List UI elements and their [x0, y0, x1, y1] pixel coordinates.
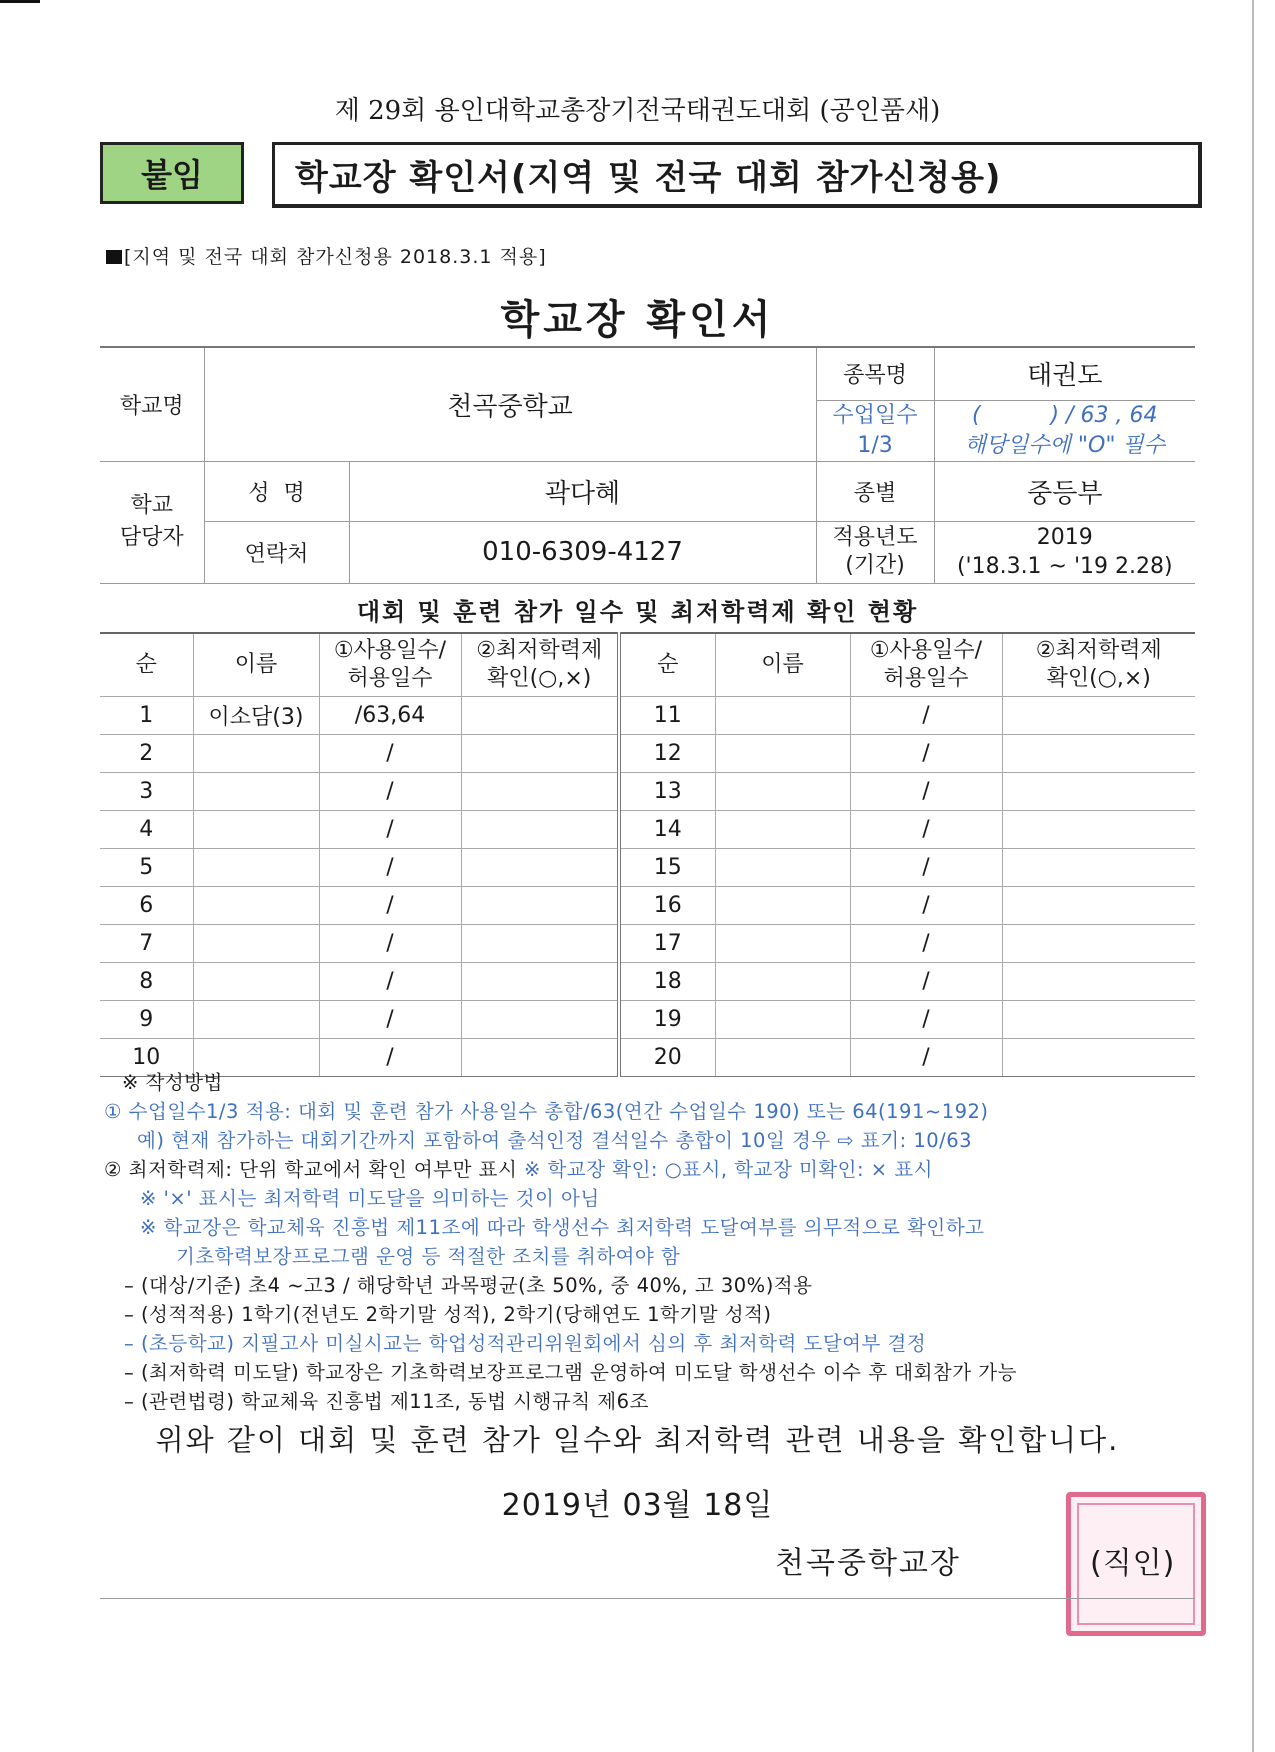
cell-no: 7 — [100, 925, 193, 963]
cell-check — [1002, 1001, 1195, 1039]
note-text-blue: ※ 학교장 확인: ○표시, 학교장 미확인: × 표시 — [524, 1158, 933, 1181]
class-days-value-line2: 해당일수에 "O" 필수 — [964, 432, 1165, 458]
year-value — [934, 521, 1195, 583]
cell-days: / — [850, 1001, 1002, 1039]
col-header-days-line1: ①사용일수/ — [333, 638, 447, 663]
note-text: ② 최저학력제: 단위 학교에서 확인 여부만 표시 — [104, 1158, 525, 1181]
table-row — [100, 887, 1195, 925]
competition-title: 제 29회 용인대학교총장기전국태권도대회 (공인품새) — [334, 96, 941, 126]
cell-check — [1002, 963, 1195, 1001]
cell-name: 이소담(3) — [193, 697, 319, 735]
note-line: – (최저학력 미도달) 학교장은 기초학력보장프로그램 운영하여 미도달 학생선수 이수 후 대회참가 가능 — [124, 1361, 1017, 1384]
cell-check — [461, 697, 619, 735]
table-row — [100, 773, 1195, 811]
confirmation-statement: 위와 같이 대회 및 훈련 참가 일수와 최저학력 관련 내용을 확인합니다. — [155, 1423, 1120, 1457]
cell-days: / — [850, 1039, 1002, 1077]
cell-no: 18 — [619, 963, 715, 1001]
cell-days: / — [850, 697, 1002, 735]
col-header-check — [1002, 633, 1195, 697]
cell-days: / — [850, 887, 1002, 925]
note-line: – (초등학교) 지필고사 미실시교는 학업성적관리위원회에서 심의 후 최저학력 도달여부 결정 — [124, 1332, 927, 1355]
cell-no: 2 — [100, 735, 193, 773]
year-label-line2: (기간) — [845, 553, 905, 578]
cell-check — [461, 849, 619, 887]
note-line: 기초학력보장프로그램 운영 등 적절한 조치를 취하여야 함 — [176, 1245, 681, 1268]
cell-no: 3 — [100, 773, 193, 811]
cell-days: / — [319, 925, 461, 963]
contact-label: 연락처 — [204, 521, 349, 583]
principal-name: 천곡중학교장 — [775, 1546, 961, 1581]
col-header-check-line2: 확인(○,×) — [1046, 666, 1151, 691]
cell-days: / — [850, 735, 1002, 773]
cell-no: 17 — [619, 925, 715, 963]
cell-name — [193, 963, 319, 1001]
name-value: 곽다혜 — [349, 461, 816, 521]
cell-check — [461, 773, 619, 811]
cell-check — [461, 887, 619, 925]
cell-days: / — [319, 1039, 461, 1077]
cell-name — [193, 773, 319, 811]
note-line: ※ 학교장은 학교체육 진흥법 제11조에 따라 학생선수 최저학력 도달여부를 의무적으로 확인하고 — [140, 1216, 985, 1239]
cell-check — [461, 735, 619, 773]
cell-name — [193, 925, 319, 963]
col-header-name: 이름 — [193, 633, 319, 697]
cell-check — [1002, 773, 1195, 811]
col-header-check — [461, 633, 619, 697]
school-label: 학교명 — [100, 347, 204, 461]
cell-no: 11 — [619, 697, 715, 735]
apply-note — [106, 242, 547, 269]
cell-no: 9 — [100, 1001, 193, 1039]
cell-no: 1 — [100, 697, 193, 735]
cell-name — [715, 1001, 850, 1039]
col-header-no: 순 — [100, 633, 193, 697]
col-header-check-line1: ②최저학력제 — [476, 638, 603, 663]
cell-no: 16 — [619, 887, 715, 925]
school-value: 천곡중학교 — [204, 347, 816, 461]
cell-days: / — [850, 925, 1002, 963]
col-header-name: 이름 — [715, 633, 850, 697]
info-table — [100, 346, 1195, 584]
table-row — [100, 735, 1195, 773]
note-line — [104, 1155, 1214, 1184]
class-days-label-line1: 수업일수 — [832, 402, 918, 428]
instructions — [104, 1068, 1214, 1416]
cell-no: 13 — [619, 773, 715, 811]
apply-note-text: [지역 및 전국 대회 참가신청용 2018.3.1 적용] — [124, 246, 547, 268]
year-label-line1: 적용년도 — [832, 525, 918, 550]
cell-days: / — [319, 887, 461, 925]
cell-name — [193, 811, 319, 849]
cell-name — [715, 925, 850, 963]
note-line: ※ '×' 표시는 최저학력 미도달을 의미하는 것이 아님 — [140, 1187, 600, 1210]
cell-no: 5 — [100, 849, 193, 887]
cell-no: 12 — [619, 735, 715, 773]
cell-name — [715, 963, 850, 1001]
year-value-line1: 2019 — [1036, 525, 1093, 550]
cell-days: / — [850, 849, 1002, 887]
cell-no: 14 — [619, 811, 715, 849]
seal-label: (직인) — [1090, 1546, 1176, 1581]
document-title: 학교장 확인서 — [500, 297, 775, 343]
name-label: 성 명 — [204, 461, 349, 521]
note-line: ① 수업일수1/3 적용: 대회 및 훈련 참가 사용일수 총합/63(연간 수업일수 190) 또는 64(191~192) — [104, 1100, 989, 1123]
cell-no: 20 — [619, 1039, 715, 1077]
cell-check — [461, 1001, 619, 1039]
cell-no: 10 — [100, 1039, 193, 1077]
table-row — [100, 963, 1195, 1001]
cell-days: /63,64 — [319, 697, 461, 735]
cell-name — [193, 1001, 319, 1039]
cell-name — [715, 773, 850, 811]
table-row — [100, 697, 1195, 735]
cell-days: / — [319, 773, 461, 811]
cell-days: / — [319, 811, 461, 849]
manager-label — [100, 461, 204, 583]
col-header-check-line2: 확인(○,×) — [487, 666, 592, 691]
col-header-days — [850, 633, 1002, 697]
class-days-label — [816, 400, 934, 461]
cell-name — [193, 849, 319, 887]
class-days-label-line2: 1/3 — [857, 432, 893, 458]
cell-check — [1002, 887, 1195, 925]
table-row — [100, 925, 1195, 963]
cell-check — [461, 811, 619, 849]
note-line: – (대상/기준) 초4 ~고3 / 해당학년 과목평균(초 50%, 중 40%, 고 30%)적용 — [124, 1274, 813, 1297]
division-value: 중등부 — [934, 461, 1195, 521]
cell-check — [1002, 925, 1195, 963]
col-header-check-line1: ②최저학력제 — [1035, 638, 1162, 663]
year-value-line2: ('18.3.1 ~ '19 2.28) — [956, 554, 1173, 579]
cell-check — [1002, 697, 1195, 735]
cell-days: / — [319, 1001, 461, 1039]
cell-days: / — [319, 735, 461, 773]
cell-no: 4 — [100, 811, 193, 849]
square-bullet-icon — [106, 250, 122, 264]
event-label: 종목명 — [816, 347, 934, 400]
confirmation-date: 2019년 03월 18일 — [501, 1488, 774, 1523]
cell-check — [1002, 735, 1195, 773]
note-line: 예) 현재 참가하는 대회기간까지 포함하여 출석인정 결석일수 총합이 10일 경우 ⇨ 표기: 10/63 — [137, 1129, 973, 1152]
col-header-days-line2: 허용일수 — [883, 666, 969, 691]
attendance-section-title: 대회 및 훈련 참가 일수 및 최저학력제 확인 현황 — [356, 598, 919, 626]
form-heading: 학교장 확인서(지역 및 전국 대회 참가신청용) — [272, 142, 1202, 208]
cell-days: / — [850, 811, 1002, 849]
cell-name — [715, 735, 850, 773]
cell-name — [715, 849, 850, 887]
division-label: 종별 — [816, 461, 934, 521]
table-row — [100, 811, 1195, 849]
table-row — [100, 849, 1195, 887]
note-line: – (관련법령) 학교체육 진흥법 제11조, 동법 시행규칙 제6조 — [124, 1390, 649, 1413]
contact-value: 010-6309-4127 — [349, 521, 816, 583]
cell-days: / — [319, 963, 461, 1001]
year-label — [816, 521, 934, 583]
col-header-days-line1: ①사용일수/ — [869, 638, 983, 663]
note-line: – (성적적용) 1학기(전년도 2학기말 성적), 2학기(당해연도 1학기말 성적) — [124, 1303, 772, 1326]
cell-check — [1002, 849, 1195, 887]
attendance-rows — [100, 697, 1195, 1077]
cell-name — [193, 887, 319, 925]
cell-days: / — [850, 963, 1002, 1001]
cell-days: / — [850, 773, 1002, 811]
class-days-value — [934, 400, 1195, 461]
cell-no: 6 — [100, 887, 193, 925]
manager-label-line2: 담당자 — [119, 525, 184, 550]
col-header-no: 순 — [619, 633, 715, 697]
cell-no: 19 — [619, 1001, 715, 1039]
cell-days: / — [319, 849, 461, 887]
instructions-heading: ※ 작성방법 — [122, 1071, 223, 1094]
event-value: 태권도 — [934, 347, 1195, 400]
cell-name — [715, 887, 850, 925]
col-header-days — [319, 633, 461, 697]
attachment-label: 붙임 — [100, 142, 244, 204]
class-days-value-line1: ( ) / 63 , 64 — [972, 402, 1158, 428]
bottom-divider — [100, 1598, 1195, 1599]
cell-check — [461, 963, 619, 1001]
attendance-table — [100, 632, 1195, 1077]
cell-check — [461, 925, 619, 963]
manager-label-line1: 학교 — [130, 493, 173, 518]
cell-no: 8 — [100, 963, 193, 1001]
table-row — [100, 1001, 1195, 1039]
cell-no: 15 — [619, 849, 715, 887]
cell-name — [193, 735, 319, 773]
cell-name — [715, 697, 850, 735]
col-header-days-line2: 허용일수 — [347, 666, 433, 691]
scan-corner-mark — [0, 0, 40, 3]
cell-check — [1002, 811, 1195, 849]
cell-name — [715, 811, 850, 849]
